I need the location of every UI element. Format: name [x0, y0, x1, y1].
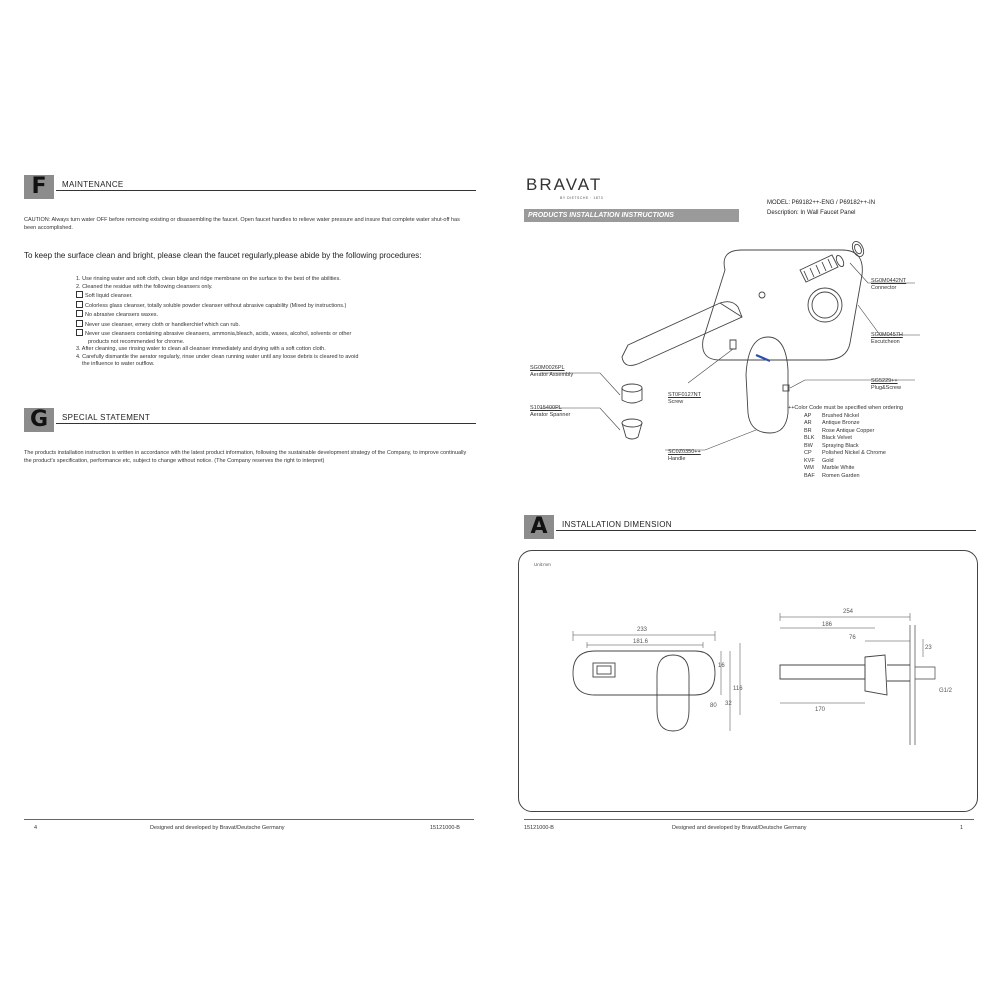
- dim-label: 170: [815, 707, 826, 713]
- connector: [800, 255, 838, 282]
- section-f-title: MAINTENANCE: [62, 180, 124, 189]
- brand-logo: BRAVAT: [526, 175, 603, 194]
- left-footer-code: 15121000-B: [430, 825, 460, 831]
- cleanser-item-cont: products not recommended for chrome.: [88, 338, 185, 345]
- instructions-banner: PRODUCTS INSTALLATION INSTRUCTIONS: [524, 209, 739, 222]
- maintenance-steps: [76, 276, 476, 369]
- dim-label: 76: [849, 635, 856, 641]
- screw: [730, 340, 736, 349]
- caution-label: CAUTION:: [24, 217, 51, 223]
- part-label-escutcheon: SG0M0457H Escutcheon: [871, 332, 903, 345]
- step-3: 3. After cleaning, use rinsing water to clean all cleanser immediately and drying with a soft cotton cloth.: [76, 346, 326, 352]
- section-a-rule: [556, 530, 976, 531]
- front-view-spout: [593, 663, 615, 677]
- checkbox-icon: [76, 320, 83, 327]
- right-footer-code: 15121000-B: [524, 825, 554, 831]
- step-2: 2. Cleaned the residue with the following cleansers only.: [76, 283, 213, 290]
- checkbox-icon: [76, 291, 83, 298]
- aerator-spanner: [622, 419, 642, 427]
- dim-label: 23: [925, 645, 932, 651]
- cleanser-item: Soft liquid cleanser.: [76, 291, 476, 301]
- dim-label: 181.6: [633, 639, 649, 645]
- brand-subtitle: BY DIETSCHE · 1873: [560, 196, 604, 200]
- dim-label: 32: [725, 701, 732, 707]
- section-a-title: INSTALLATION DIMENSION: [562, 520, 672, 529]
- color-row: AP Brushed Nickel: [804, 412, 859, 419]
- part-label-aerator-assembly: SG0M0026PL Aerator Assembly: [530, 365, 574, 378]
- color-code-header: ++Color Code must be specified when ordering: [788, 405, 903, 411]
- left-footer-rule: [24, 819, 474, 820]
- cleanser-item: Never use cleansers containing abrasive cleansers, ammonia,bleach, acids, waxes, alcohol, solvents or other: [76, 329, 476, 339]
- color-row: KVF Gold: [804, 457, 834, 464]
- checkbox-icon: [76, 329, 83, 336]
- section-f-rule: [56, 190, 476, 191]
- color-row: BAF Romen Garden: [804, 472, 860, 479]
- section-a-letter: A: [524, 515, 554, 539]
- left-page-number: 4: [34, 825, 38, 831]
- special-statement-text: The products installation instruction is written in accordance with the latest product information, following the sustainable development strategy of the Company, to improve continually the product's specification, performance etc, subject to change without notice. (The Company reserves the right to interpret): [24, 450, 467, 464]
- caution-note: [24, 217, 464, 232]
- step-4: 4. Carefully dismantle the aerator regularly, rinse under clean running water until any loose debris is cleared to avoid: [76, 353, 359, 360]
- part-label-connector: SG0M0442NT Connector: [871, 278, 907, 291]
- color-row: CP Polished Nickel & Chrome: [804, 450, 886, 456]
- dim-label: G1/2: [939, 688, 953, 694]
- model-line: MODEL: P69182++-ENG / P69182++-IN: [767, 200, 876, 206]
- description-line: Description: In Wall Faucet Panel: [767, 210, 856, 216]
- section-g-title: SPECIAL STATEMENT: [62, 413, 151, 422]
- cleanser-item: Never use cleanser, emery cloth or handkerchief which can rub.: [76, 320, 476, 330]
- front-view-plate: [573, 651, 715, 695]
- left-footer-credit: Designed and developed by Bravat/Deutsche Germany: [150, 825, 285, 831]
- part-label-screw: ST0F0127NT Screw: [668, 392, 702, 405]
- unit-label: Unit:mm: [534, 562, 551, 567]
- section-f-letter: F: [24, 175, 54, 199]
- cleanser-item: No abrasive cleansers waxes.: [76, 310, 476, 320]
- handle: [746, 337, 788, 433]
- step-4-cont: the influence to water outflow.: [82, 361, 155, 367]
- color-row: BR Rose Antique Copper: [804, 427, 875, 434]
- part-label-handle: SC0Z0350++ Handle: [668, 449, 701, 462]
- step-1: 1. Use rinsing water and soft cloth, clean bilge and ridge membrane on the surface to the best of the abilities.: [76, 276, 341, 282]
- front-view-handle: [657, 655, 689, 731]
- dim-label: 254: [843, 609, 854, 615]
- color-row: BLK Black Velvet: [804, 435, 852, 441]
- side-view-body: [865, 655, 887, 695]
- checkbox-icon: [76, 301, 83, 308]
- dim-label: 16: [718, 663, 725, 669]
- color-code-list: [788, 405, 903, 480]
- color-row: BW Spraying Black: [804, 442, 859, 449]
- dim-label: 233: [637, 627, 648, 633]
- part-label-plug-screw: SG5229++ Plug&Screw: [871, 378, 901, 391]
- escutcheon-hole: [808, 288, 842, 322]
- right-footer-rule: [524, 819, 974, 820]
- right-page-number: 1: [960, 825, 964, 831]
- color-row: AR Antique Bronze: [804, 420, 860, 426]
- checkbox-icon: [76, 310, 83, 317]
- cleanser-item: Colorless glass cleanser, totally soluble powder cleanser without abrasive capability (Mixed by instructions.): [76, 301, 476, 311]
- part-label-aerator-spanner: S1015400PL Aerator Spanner: [530, 405, 571, 418]
- color-row: WM Marble White: [804, 465, 855, 471]
- aerator-assembly: [622, 384, 642, 392]
- side-view-spout: [780, 665, 865, 679]
- right-footer-credit: Designed and developed by Bravat/Deutsche Germany: [672, 825, 807, 831]
- dimension-drawing: [525, 595, 970, 765]
- dim-label: 186: [822, 622, 833, 628]
- dim-label: 80: [710, 703, 717, 709]
- dim-label: 116: [733, 686, 743, 692]
- section-g-rule: [56, 423, 476, 424]
- section-g-letter: G: [24, 408, 54, 432]
- caution-text: Always turn water OFF before removing existing or disassembling the faucet. Open faucet handles to relieve water pressure and insure that complete water shut-off has been accomplished.: [24, 217, 460, 231]
- maintenance-intro: To keep the surface clean and bright, please clean the faucet regularly,please abide by the following procedures:: [24, 251, 422, 260]
